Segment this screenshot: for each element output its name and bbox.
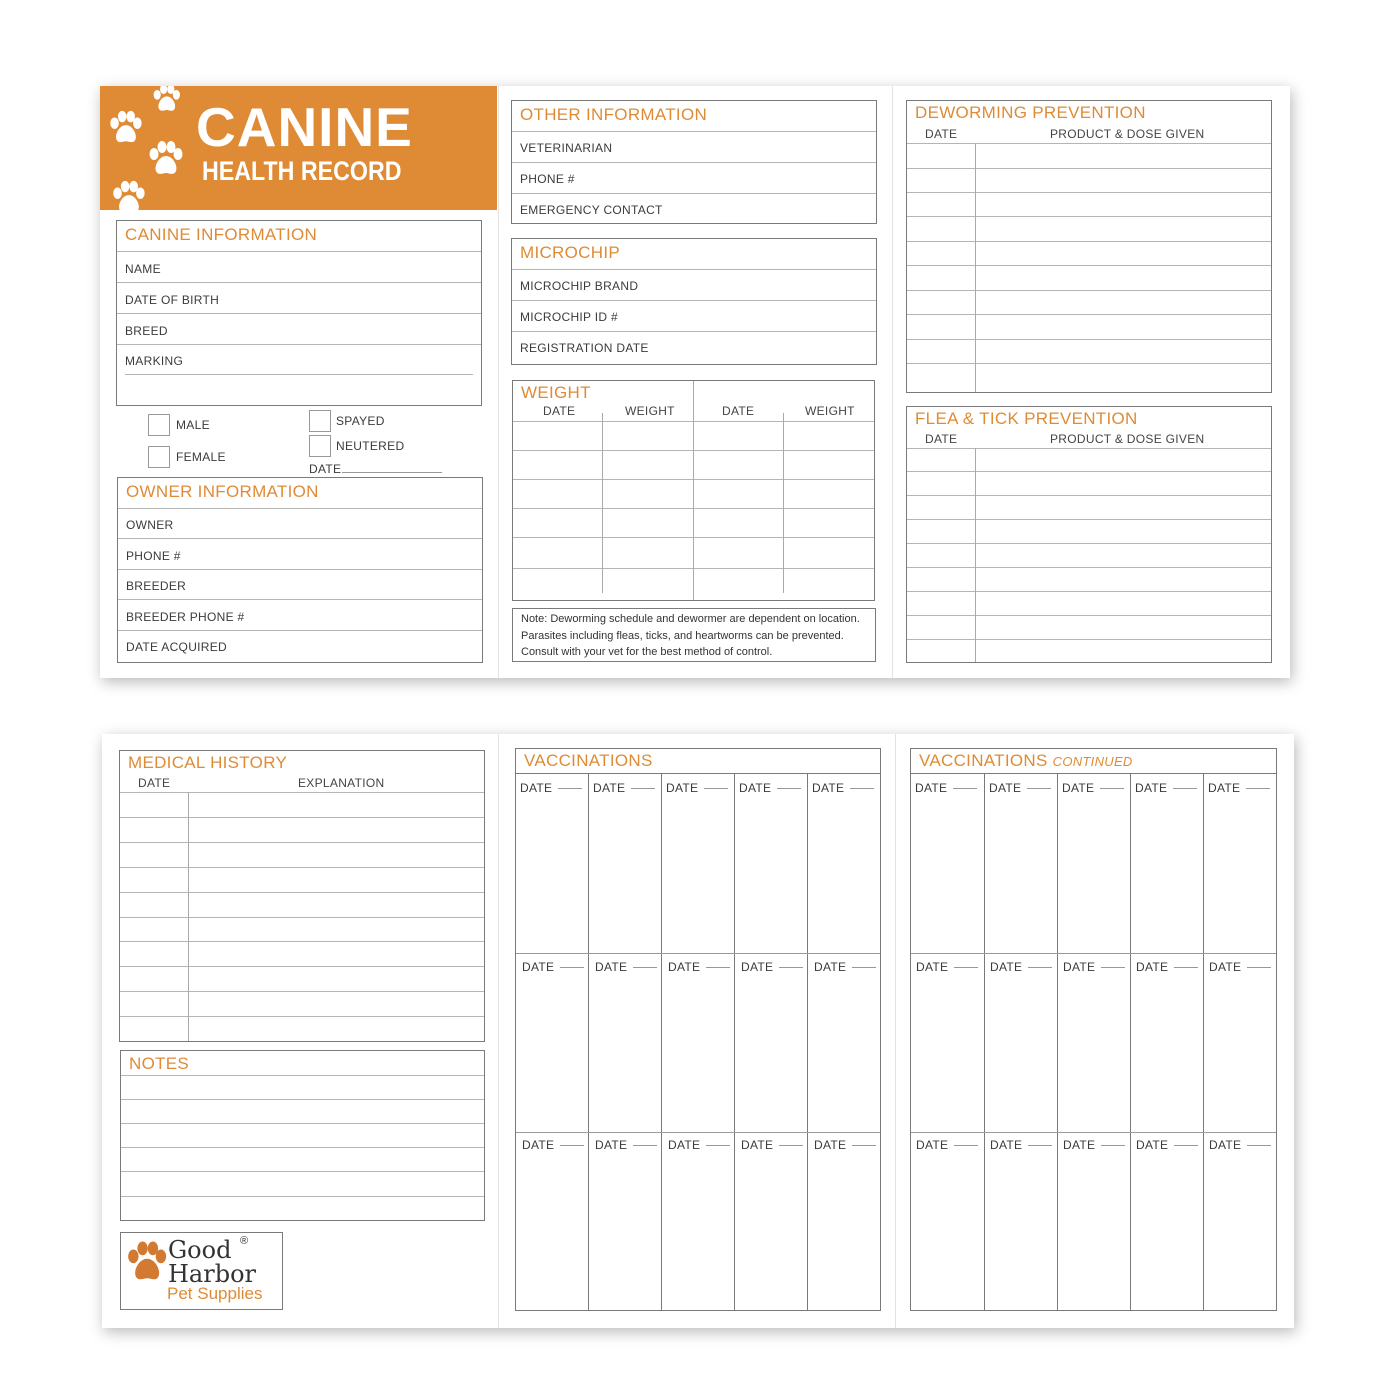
column-header: DATE xyxy=(925,127,958,141)
vaccination-date-field[interactable]: DATE xyxy=(591,960,664,974)
spayed-checkbox[interactable] xyxy=(309,410,331,432)
paw-print-icon xyxy=(145,138,185,178)
divider xyxy=(118,630,482,631)
vaccination-date-field[interactable]: DATE xyxy=(985,781,1058,795)
microchip-brand-field[interactable]: MICROCHIP BRAND xyxy=(520,279,639,293)
male-label: MALE xyxy=(176,418,210,432)
divider xyxy=(120,966,484,967)
flea-tick-prevention-section xyxy=(906,406,1272,663)
column-header: DATE xyxy=(925,432,958,446)
vaccination-date-field[interactable]: DATE xyxy=(1204,781,1277,795)
divider xyxy=(121,1171,484,1172)
veterinarian-field[interactable]: VETERINARIAN xyxy=(520,141,613,155)
page-subtitle: HEALTH RECORD xyxy=(202,156,402,186)
male-checkbox[interactable] xyxy=(148,414,170,436)
divider xyxy=(911,953,1276,954)
divider xyxy=(120,941,484,942)
column-divider xyxy=(661,773,662,1310)
vaccination-date-field[interactable]: DATE xyxy=(589,781,662,795)
divider xyxy=(120,892,484,893)
divider xyxy=(907,543,1271,544)
fold-line xyxy=(892,86,893,678)
vaccination-date-field[interactable]: DATE xyxy=(1205,960,1278,974)
divider xyxy=(117,282,481,283)
vaccination-date-field[interactable]: DATE xyxy=(516,781,589,795)
fold-line xyxy=(895,734,896,1328)
divider xyxy=(118,569,482,570)
vaccination-date-field[interactable]: DATE xyxy=(518,1138,591,1152)
divider xyxy=(120,991,484,992)
section-title xyxy=(919,751,1133,771)
vaccination-date-field[interactable]: DATE xyxy=(808,781,881,795)
vaccinations-continued-section xyxy=(910,748,1277,1311)
divider xyxy=(121,1075,484,1076)
vaccination-date-field[interactable]: DATE xyxy=(591,1138,664,1152)
divider xyxy=(125,374,473,375)
divider xyxy=(907,339,1271,340)
divider xyxy=(512,300,876,301)
column-divider xyxy=(602,413,603,593)
divider xyxy=(911,1132,1276,1133)
breed-field[interactable]: BREED xyxy=(125,324,168,338)
marking-field[interactable]: MARKING xyxy=(125,354,184,368)
column-divider xyxy=(188,792,189,1041)
section-title: DEWORMING PREVENTION xyxy=(915,103,1146,122)
deworming-note: Note: Deworming schedule and dewormer are dependent on location. Parasites including fleas, ticks, and heartworms can be prevented. Consult with your vet for the best method of control. xyxy=(512,608,876,662)
vaccination-date-field[interactable]: DATE xyxy=(1132,1138,1205,1152)
column-divider xyxy=(807,773,808,1310)
section-title: OWNER INFORMATION xyxy=(126,482,319,501)
vaccination-date-field[interactable]: DATE xyxy=(810,1138,883,1152)
column-divider xyxy=(1203,773,1204,1310)
owner-phone-field[interactable]: PHONE # xyxy=(126,549,181,563)
divider xyxy=(907,143,1271,144)
divider xyxy=(121,1196,484,1197)
column-divider xyxy=(1130,773,1131,1310)
divider xyxy=(117,344,481,345)
divider xyxy=(118,538,482,539)
fold-line xyxy=(498,86,499,678)
name-field[interactable]: NAME xyxy=(125,262,161,276)
vaccination-date-field[interactable]: DATE xyxy=(1059,1138,1132,1152)
date-acquired-field[interactable]: DATE ACQUIRED xyxy=(126,640,228,654)
divider xyxy=(907,567,1271,568)
divider xyxy=(120,1016,484,1017)
vaccination-date-field[interactable]: DATE xyxy=(810,960,883,974)
divider xyxy=(907,495,1271,496)
vaccination-date-field[interactable]: DATE xyxy=(737,1138,810,1152)
logo-text-harbor: Harbor xyxy=(168,1260,256,1288)
vaccination-date-field[interactable]: DATE xyxy=(986,1138,1059,1152)
spay-date-label: DATE xyxy=(309,462,342,476)
paw-print-icon xyxy=(106,108,144,146)
divider xyxy=(121,1123,484,1124)
divider xyxy=(121,1147,484,1148)
divider xyxy=(907,314,1271,315)
divider xyxy=(516,953,880,954)
divider xyxy=(907,471,1271,472)
divider xyxy=(907,216,1271,217)
neutered-label: NEUTERED xyxy=(336,439,405,453)
paw-print-icon xyxy=(108,178,148,210)
divider xyxy=(120,792,484,793)
vaccination-date-field[interactable]: DATE xyxy=(1058,781,1131,795)
column-divider xyxy=(693,381,694,600)
column-divider xyxy=(588,773,589,1310)
vaccination-date-field[interactable]: DATE xyxy=(1132,960,1205,974)
microchip-id-field[interactable]: MICROCHIP ID # xyxy=(520,310,618,324)
divider xyxy=(120,867,484,868)
column-divider xyxy=(1057,773,1058,1310)
divider xyxy=(118,599,482,600)
vaccination-date-field[interactable]: DATE xyxy=(912,1138,985,1152)
section-title: OTHER INFORMATION xyxy=(520,105,708,124)
section-title: WEIGHT xyxy=(521,383,591,402)
section-title: MEDICAL HISTORY xyxy=(128,753,288,772)
column-divider xyxy=(984,773,985,1310)
vaccination-date-field[interactable]: DATE xyxy=(912,960,985,974)
top-sheet xyxy=(100,86,1290,678)
divider xyxy=(907,241,1271,242)
column-divider xyxy=(975,143,976,392)
divider xyxy=(118,508,482,509)
divider xyxy=(512,331,876,332)
header-banner xyxy=(100,86,497,210)
divider xyxy=(911,773,1276,774)
vaccination-date-field[interactable]: DATE xyxy=(662,781,735,795)
section-title-main: VACCINATIONS xyxy=(919,751,1048,770)
divider xyxy=(907,265,1271,266)
divider xyxy=(121,1099,484,1100)
divider xyxy=(516,1132,880,1133)
female-checkbox[interactable] xyxy=(148,446,170,468)
divider xyxy=(120,817,484,818)
female-label: FEMALE xyxy=(176,450,226,464)
vaccination-date-field[interactable]: DATE xyxy=(911,781,984,795)
owner-field[interactable]: OWNER xyxy=(126,518,174,532)
medical-history-section xyxy=(119,750,485,1042)
column-header: DATE xyxy=(138,776,171,790)
column-divider xyxy=(734,773,735,1310)
vaccination-date-field[interactable]: DATE xyxy=(664,960,737,974)
divider xyxy=(907,591,1271,592)
notes-section xyxy=(120,1050,485,1221)
paw-print-icon xyxy=(123,1237,169,1285)
vaccination-date-field[interactable]: DATE xyxy=(1131,781,1204,795)
divider xyxy=(512,131,876,132)
vaccinations-section xyxy=(515,748,881,1311)
microchip-section xyxy=(511,238,877,365)
divider xyxy=(117,251,481,252)
neutered-checkbox[interactable] xyxy=(309,435,331,457)
column-header: DATE xyxy=(543,404,576,418)
breeder-phone-field[interactable]: BREEDER PHONE # xyxy=(126,610,245,624)
column-header: PRODUCT & DOSE GIVEN xyxy=(1050,432,1205,446)
divider xyxy=(120,842,484,843)
section-title: NOTES xyxy=(129,1054,190,1073)
column-header: EXPLANATION xyxy=(298,776,385,790)
divider xyxy=(117,313,481,314)
section-title: VACCINATIONS xyxy=(524,751,653,770)
spay-date-line[interactable] xyxy=(342,472,442,473)
brand-logo xyxy=(120,1232,283,1310)
date-of-birth-field[interactable]: DATE OF BIRTH xyxy=(125,293,220,307)
section-title: MICROCHIP xyxy=(520,243,620,262)
canine-information-section xyxy=(116,220,482,406)
divider xyxy=(120,917,484,918)
divider xyxy=(512,162,876,163)
divider xyxy=(907,519,1271,520)
divider xyxy=(907,192,1271,193)
deworming-prevention-section xyxy=(906,100,1272,393)
vaccination-date-field[interactable]: DATE xyxy=(664,1138,737,1152)
fold-line xyxy=(498,734,499,1328)
section-title: FLEA & TICK PREVENTION xyxy=(915,409,1138,428)
column-header: DATE xyxy=(722,404,755,418)
breeder-field[interactable]: BREEDER xyxy=(126,579,187,593)
divider xyxy=(907,639,1271,640)
emergency-contact-field[interactable]: EMERGENCY CONTACT xyxy=(520,203,663,217)
divider xyxy=(907,363,1271,364)
logo-registered-mark: ® xyxy=(240,1235,249,1247)
registration-date-field[interactable]: REGISTRATION DATE xyxy=(520,341,649,355)
column-header: PRODUCT & DOSE GIVEN xyxy=(1050,127,1205,141)
section-title: CANINE INFORMATION xyxy=(125,225,318,244)
vaccination-date-field[interactable]: DATE xyxy=(1205,1138,1278,1152)
other-information-section xyxy=(511,100,877,224)
weight-section xyxy=(512,380,875,601)
divider xyxy=(516,773,880,774)
column-header: WEIGHT xyxy=(805,404,855,418)
spayed-label: SPAYED xyxy=(336,414,385,428)
logo-text-pet-supplies: Pet Supplies xyxy=(167,1284,263,1303)
page-title: CANINE xyxy=(196,96,413,158)
column-divider xyxy=(783,413,784,593)
divider xyxy=(512,193,876,194)
paw-print-icon xyxy=(145,86,187,114)
divider xyxy=(907,448,1271,449)
owner-information-section xyxy=(117,477,483,663)
divider xyxy=(907,615,1271,616)
divider xyxy=(907,290,1271,291)
column-header: WEIGHT xyxy=(625,404,675,418)
column-divider xyxy=(975,448,976,662)
section-title-suffix: CONTINUED xyxy=(1052,754,1133,769)
vaccination-date-field[interactable]: DATE xyxy=(518,960,591,974)
vaccination-date-field[interactable]: DATE xyxy=(1059,960,1132,974)
vaccination-date-field[interactable]: DATE xyxy=(737,960,810,974)
vaccination-date-field[interactable]: DATE xyxy=(735,781,808,795)
vaccination-date-field[interactable]: DATE xyxy=(986,960,1059,974)
divider xyxy=(512,269,876,270)
divider xyxy=(907,168,1271,169)
logo-text-good: Good xyxy=(168,1236,232,1264)
vet-phone-field[interactable]: PHONE # xyxy=(520,172,575,186)
bottom-sheet xyxy=(102,734,1294,1328)
